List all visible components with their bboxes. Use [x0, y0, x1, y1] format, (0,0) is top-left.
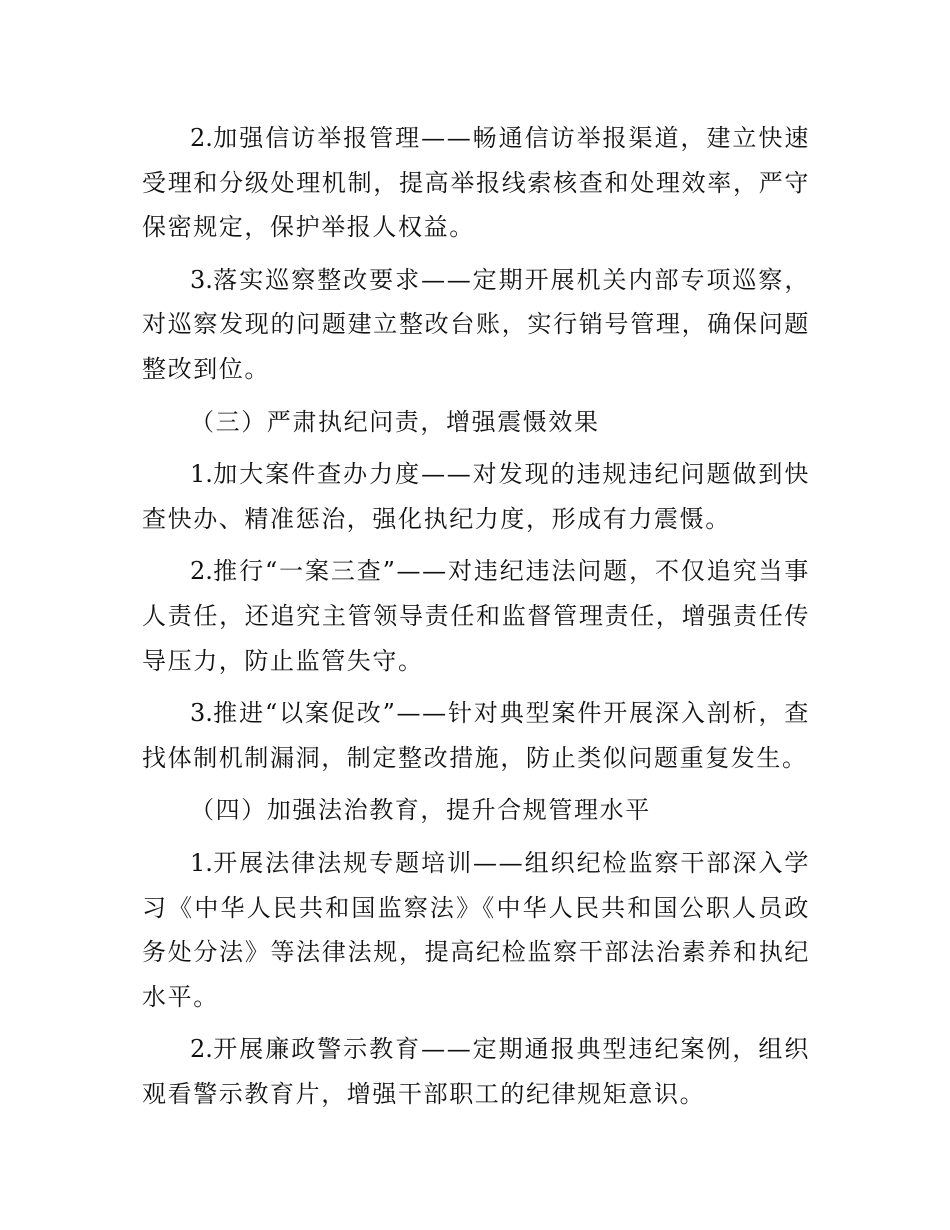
- paragraph-item: [142, 841, 810, 1019]
- item-number: 1.: [190, 848, 213, 877]
- item-number: 2.: [190, 124, 213, 152]
- heading-text: （四）加强法治教育，提升合规管理水平: [190, 796, 651, 825]
- item-number: 2.: [190, 557, 213, 586]
- section-heading: [142, 788, 810, 833]
- paragraph-text: 加大案件查办力度——对发现的违规违纪问题做到快查快办、精准惩治，强化执纪力度，形成有力震慑。: [142, 460, 810, 533]
- item-number: 3.: [190, 699, 213, 728]
- paragraph-text: 加强信访举报管理——畅通信访举报渠道，建立快速受理和分级处理机制，提高举报线索核查和处理效率，严守保密规定，保护举报人权益。: [142, 124, 810, 242]
- paragraph-text: 开展法律法规专题培训——组织纪检监察干部深入学习《中华人民共和国监察法》《中华人民共和国公职人员政务处分法》等法律法规，提高纪检监察干部法治素养和执纪水平。: [142, 848, 810, 1011]
- paragraph-item: [142, 116, 810, 250]
- heading-text: （三）严肃执纪问责，增强震慑效果: [190, 407, 600, 436]
- section-heading: [142, 400, 810, 445]
- item-number: 1.: [190, 460, 213, 489]
- paragraph-item: [142, 1027, 810, 1116]
- paragraph-text: 推进“以案促改”——针对典型案件开展深入剖析，查找体制机制漏洞，制定整改措施，防止类似问题重复发生。: [142, 699, 810, 772]
- item-number: 2.: [190, 1035, 213, 1064]
- paragraph-text: 开展廉政警示教育——定期通报典型违纪案例，组织观看警示教育片，增强干部职工的纪律规矩意识。: [142, 1035, 810, 1108]
- paragraph-item: [142, 452, 810, 541]
- paragraph-text: 推行“一案三查”——对违纪违法问题，不仅追究当事人责任，还追究主管领导责任和监督管理责任，增强责任传导压力，防止监管失守。: [142, 557, 810, 675]
- item-number: 3.: [190, 265, 213, 294]
- paragraph-item: [142, 258, 810, 392]
- paragraph-text: 落实巡察整改要求——定期开展机关内部专项巡察，对巡察发现的问题建立整改台账，实行销号管理，确保问题整改到位。: [142, 265, 810, 383]
- paragraph-item: [142, 549, 810, 683]
- paragraph-item: [142, 691, 810, 780]
- document-body: [142, 116, 810, 1124]
